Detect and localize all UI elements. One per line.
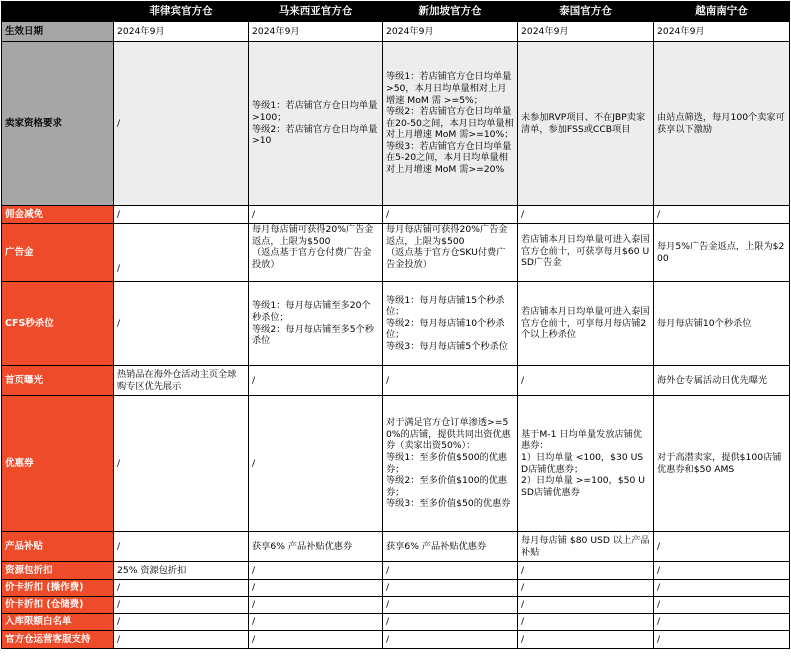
cell: 等级1：每月每店铺15个秒杀位； 等级2：每月每店铺10个秒杀位； 等级3：每月每店铺5个秒杀位 [383, 282, 518, 366]
table-row [2, 562, 790, 580]
row-label-inbound-whitelist: 入库限额白名单 [2, 614, 114, 631]
table-row [2, 366, 790, 396]
table-row [2, 282, 790, 366]
cell: / [654, 580, 790, 597]
cell: / [518, 580, 654, 597]
cell: / [518, 614, 654, 631]
row-label-homepage-exposure: 首页曝光 [2, 366, 114, 396]
row-label-effective-date: 生效日期 [2, 22, 114, 42]
row-label-coupons: 优惠券 [2, 396, 114, 532]
col-header-philippines: 菲律宾官方仓 [114, 2, 249, 22]
cell: / [654, 206, 790, 224]
row-label-commission-waiver: 佣金减免 [2, 206, 114, 224]
row-label-resource-pack-discount: 资源包折扣 [2, 562, 114, 580]
cell: 2024年9月 [654, 22, 790, 42]
cell: / [114, 206, 249, 224]
cell: / [518, 206, 654, 224]
cell: 2024年9月 [383, 22, 518, 42]
cell: / [249, 597, 383, 614]
cell: / [518, 562, 654, 580]
row-label-price-card-operation: 价卡折扣 (操作费) [2, 580, 114, 597]
cell: 对于高潜卖家，提供$100店铺优惠券和$50 AMS [654, 396, 790, 532]
cell: / [249, 396, 383, 532]
cell: 获享6% 产品补贴优惠券 [383, 532, 518, 562]
cell: 25% 资源包折扣 [114, 562, 249, 580]
cell: 2024年9月 [249, 22, 383, 42]
table-row [2, 396, 790, 532]
cell: / [114, 396, 249, 532]
cell: / [249, 366, 383, 396]
table-row [2, 631, 790, 649]
row-label-product-subsidy: 产品补贴 [2, 532, 114, 562]
cell: / [114, 580, 249, 597]
cell: 每月每店铺10个秒杀位 [654, 282, 790, 366]
cell: / [518, 631, 654, 649]
cell: 热销品在海外仓活动主页全球购专区优先展示 [114, 366, 249, 396]
table-row [2, 532, 790, 562]
cell: / [654, 562, 790, 580]
cell: / [383, 580, 518, 597]
table-row [2, 614, 790, 631]
row-label-price-card-storage: 价卡折扣 (仓储费) [2, 597, 114, 614]
cell: 获享6% 产品补贴优惠券 [249, 532, 383, 562]
row-label-ad-credit: 广告金 [2, 224, 114, 282]
cell: / [114, 614, 249, 631]
cell: 等级1：每月每店铺至多20个秒杀位； 等级2：每月每店铺至多5个秒杀位 [249, 282, 383, 366]
header-corner [2, 2, 114, 22]
cell: / [654, 631, 790, 649]
cell: 若店铺本月日均单量可进入泰国官方仓前十，可获享每月$60 USD广告金 [518, 224, 654, 282]
table-row [2, 42, 790, 206]
cell: / [654, 597, 790, 614]
table-row [2, 224, 790, 282]
row-label-cfs-flash-sale: CFS秒杀位 [2, 282, 114, 366]
cell: 每月每店铺可获得20%广告金返点，上限为$500 （返点基于官方仓付费广告金投放） [249, 224, 383, 282]
cell: / [518, 597, 654, 614]
incentive-table [1, 1, 790, 649]
cell: 2024年9月 [114, 22, 249, 42]
cell: 每月每店铺 $80 USD 以上产品补贴 [518, 532, 654, 562]
cell: / [383, 597, 518, 614]
cell: 对于满足官方仓订单渗透>=50%的店铺，提供共同出资优惠券（卖家出资50%）： 等级1：至多价值$500的优惠券； 等级2：至多价值$100的优惠券； 等级3：至多价值$50的优惠券 [383, 396, 518, 532]
cell: / [249, 206, 383, 224]
table-row [2, 22, 790, 42]
cell: 2024年9月 [518, 22, 654, 42]
cell: / [249, 631, 383, 649]
cell: 等级1：若店铺官方仓日均单量>100； 等级2：若店铺官方仓日均单量 >10 [249, 42, 383, 206]
table-row [2, 597, 790, 614]
col-header-malaysia: 马来西亚官方仓 [249, 2, 383, 22]
cell: 若店铺本月日均单量可进入泰国官方仓前十，可享每月每店铺2个以上秒杀位 [518, 282, 654, 366]
cell: 海外仓专属活动日优先曝光 [654, 366, 790, 396]
cell: / [383, 631, 518, 649]
table-row [2, 206, 790, 224]
row-label-seller-eligibility: 卖家资格要求 [2, 42, 114, 206]
header-row [2, 2, 790, 22]
cell: / [114, 631, 249, 649]
cell: / [383, 366, 518, 396]
cell: / [383, 614, 518, 631]
cell: / [249, 562, 383, 580]
cell: 每月每店铺可获得20%广告金返点，上限为$500 （返点基于官方仓SKU付费广告金投放） [383, 224, 518, 282]
cell: 基于M-1 日均单量发放店铺优惠券： 1）日均单量 <100，$30 USD店铺优惠券； 2）日均单量 >=100，$50 USD店铺优惠券 [518, 396, 654, 532]
col-header-singapore: 新加坡官方仓 [383, 2, 518, 22]
cell: / [114, 282, 249, 366]
cell: 由站点筛选，每月100个卖家可获享以下激励 [654, 42, 790, 206]
col-header-vietnam-nanning: 越南南宁仓 [654, 2, 790, 22]
cell: 等级1：若店铺官方仓日均单量>50，本月日均单量相对上月增速 MoM 需 >=5%； 等级2：若店铺官方仓日均单量在20-50之间，本月日均单量相对上月增速 MoM 需>=10%； 等级3：若店铺官方仓日均单量在5-20之间，本月日均单量相对上月增速 MoM 需>=20% [383, 42, 518, 206]
cell: / [654, 614, 790, 631]
col-header-thailand: 泰国官方仓 [518, 2, 654, 22]
cell: / [114, 224, 249, 282]
table-row [2, 580, 790, 597]
cell: / [249, 580, 383, 597]
cell: / [383, 206, 518, 224]
row-label-ops-support: 官方仓运营客服支持 [2, 631, 114, 649]
cell: 未参加RVP项目、不在JBP卖家清单，参加FSS或CCB项目 [518, 42, 654, 206]
cell: / [114, 532, 249, 562]
cell: / [249, 614, 383, 631]
cell: / [114, 42, 249, 206]
cell: / [654, 532, 790, 562]
cell: / [518, 366, 654, 396]
cell: 每月5%广告金返点，上限为$200 [654, 224, 790, 282]
cell: / [114, 597, 249, 614]
cell: / [383, 562, 518, 580]
